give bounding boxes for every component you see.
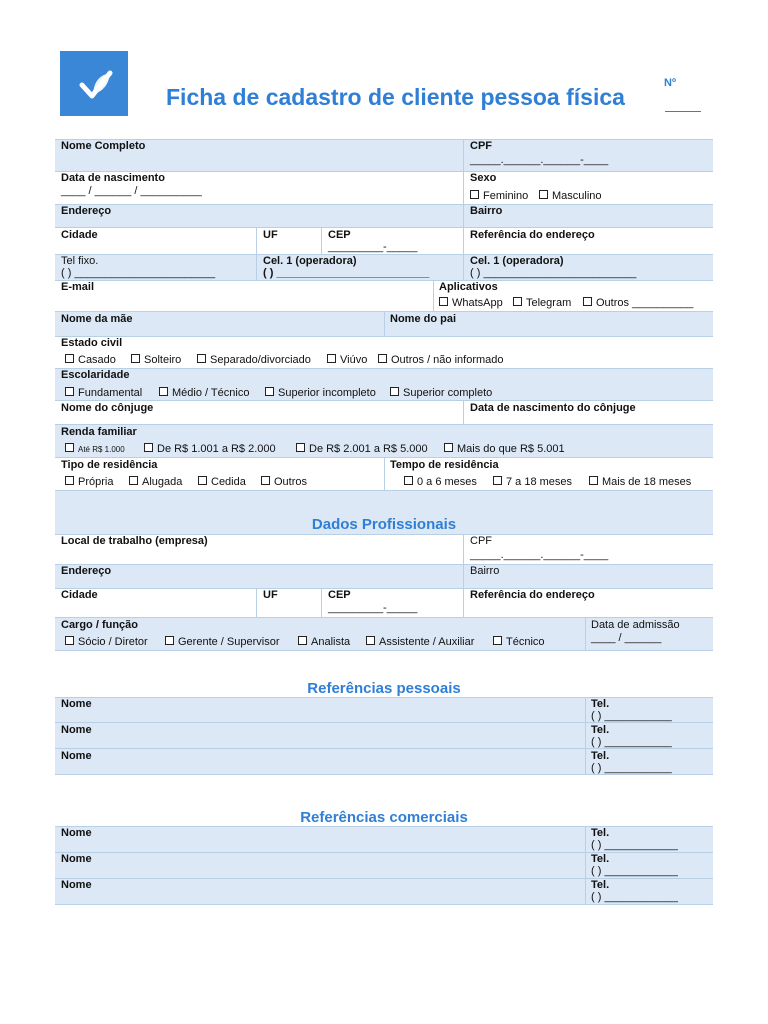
checkbox-icon [493, 476, 502, 485]
tempo-residencia-label: Tempo de residência [390, 459, 499, 471]
row-bg [55, 564, 713, 588]
cel1-field[interactable]: Cel. 1 (operadora) [263, 255, 357, 267]
ref-comercial-tel-blank: ( ) ____________ [591, 865, 678, 877]
sexo-feminino-checkbox[interactable]: Feminino [470, 190, 528, 202]
page-title: Ficha de cadastro de cliente pessoa física [166, 84, 625, 110]
prof-cpf-blank: _____.______.______-____ [470, 549, 609, 561]
aplicativos-label: Aplicativos [439, 281, 498, 293]
tempo-7-18-checkbox[interactable]: 7 a 18 meses [493, 476, 572, 488]
checkbox-icon [404, 476, 413, 485]
tempo-0-6-checkbox[interactable]: 0 a 6 meses [404, 476, 477, 488]
checkbox-icon [144, 443, 153, 452]
renda-1001-2000-checkbox[interactable]: De R$ 1.001 a R$ 2.000 [144, 443, 276, 455]
ref-comercial-tel-blank: ( ) ____________ [591, 891, 678, 903]
cargo-gerente-checkbox[interactable]: Gerente / Supervisor [165, 636, 280, 648]
number-label: Nº [664, 77, 676, 89]
checkbox-icon [197, 354, 206, 363]
ref-pessoal-nome-field[interactable]: Nome [61, 698, 92, 710]
checkbox-icon [470, 190, 479, 199]
ref-pessoal-tel-field[interactable]: Tel. [591, 724, 610, 736]
sexo-masculino-checkbox[interactable]: Masculino [539, 190, 602, 202]
cpf-blank: _____.______.______-____ [470, 154, 609, 166]
cargo-tecnico-checkbox[interactable]: Técnico [493, 636, 545, 648]
residencia-propria-checkbox[interactable]: Própria [65, 476, 113, 488]
data-nascimento-conjuge-field[interactable]: Data de nascimento do cônjuge [470, 402, 636, 414]
estado-civil-viuvo-checkbox[interactable]: Viúvo [327, 354, 367, 366]
ref-pessoal-tel-blank: ( ) ___________ [591, 762, 672, 774]
cel1-blank: ( ) _________________________ [263, 267, 430, 279]
ref-comercial-nome-field[interactable]: Nome [61, 853, 92, 865]
uf-field[interactable]: UF [263, 229, 278, 241]
tempo-mais-18-checkbox[interactable]: Mais de 18 meses [589, 476, 691, 488]
app-whatsapp-checkbox[interactable]: WhatsApp [439, 297, 503, 309]
cpf-field[interactable]: CPF [470, 140, 492, 152]
checkbox-icon [296, 443, 305, 452]
checkbox-icon [65, 476, 74, 485]
ref-comercial-tel-field[interactable]: Tel. [591, 827, 610, 839]
checkbox-icon [390, 387, 399, 396]
escolaridade-fundamental-checkbox[interactable]: Fundamental [65, 387, 142, 399]
cel2-blank: ( ) _________________________ [470, 267, 637, 279]
section-title-ref-comerciais: Referências comerciais [300, 809, 468, 826]
renda-2001-5000-checkbox[interactable]: De R$ 2.001 a R$ 5.000 [296, 443, 428, 455]
nome-conjuge-field[interactable]: Nome do cônjuge [61, 402, 154, 414]
cidade-field[interactable]: Cidade [61, 229, 98, 241]
cep-blank: _________-_____ [328, 241, 418, 253]
checkbox-icon [65, 636, 74, 645]
nome-mae-field[interactable]: Nome da mãe [61, 313, 133, 325]
escolaridade-sup-incompleto-checkbox[interactable]: Superior incompleto [265, 387, 376, 399]
prof-cep-field[interactable]: CEP [328, 589, 351, 601]
referencia-endereco-field[interactable]: Referência do endereço [470, 229, 595, 241]
checkbox-icon [198, 476, 207, 485]
cargo-socio-checkbox[interactable]: Sócio / Diretor [65, 636, 148, 648]
checkbox-icon [589, 476, 598, 485]
section-title-ref-pessoais: Referências pessoais [307, 680, 461, 697]
local-trabalho-field[interactable]: Local de trabalho (empresa) [61, 535, 208, 547]
nome-completo-field[interactable]: Nome Completo [61, 140, 146, 152]
checkbox-icon [366, 636, 375, 645]
renda-ate-1000-checkbox[interactable]: Até R$ 1.000 [65, 443, 125, 455]
app-telegram-checkbox[interactable]: Telegram [513, 297, 571, 309]
ref-comercial-nome-field[interactable]: Nome [61, 879, 92, 891]
row-bg [55, 204, 713, 227]
escolaridade-medio-checkbox[interactable]: Médio / Técnico [159, 387, 249, 399]
checkbox-icon [129, 476, 138, 485]
cep-field[interactable]: CEP [328, 229, 351, 241]
checkbox-icon [327, 354, 336, 363]
cargo-label: Cargo / função [61, 619, 139, 631]
checkbox-icon [131, 354, 140, 363]
data-nascimento-field[interactable]: Data de nascimento [61, 172, 165, 184]
checkbox-icon [165, 636, 174, 645]
checkbox-icon [65, 443, 74, 452]
tel-fixo-field[interactable]: Tel fixo. [61, 255, 99, 267]
escolaridade-sup-completo-checkbox[interactable]: Superior completo [390, 387, 492, 399]
cel2-field[interactable]: Cel. 1 (operadora) [470, 255, 564, 267]
checkbox-icon [65, 387, 74, 396]
checkbox-icon [261, 476, 270, 485]
estado-civil-casado-checkbox[interactable]: Casado [65, 354, 116, 366]
prof-uf-field[interactable]: UF [263, 589, 278, 601]
row-bg [55, 368, 713, 400]
estado-civil-outros-checkbox[interactable]: Outros / não informado [378, 354, 504, 366]
residencia-outros-checkbox[interactable]: Outros [261, 476, 307, 488]
prof-endereco-field[interactable]: Endereço [61, 565, 112, 577]
prof-cep-blank: _________-_____ [328, 602, 418, 614]
escolaridade-label: Escolaridade [61, 369, 130, 381]
sexo-label: Sexo [470, 172, 497, 184]
app-outros-checkbox[interactable]: Outros __________ [583, 297, 693, 309]
checkbox-icon [493, 636, 502, 645]
renda-familiar-label: Renda familiar [61, 426, 137, 438]
ref-pessoal-tel-blank: ( ) ___________ [591, 736, 672, 748]
prof-cidade-field[interactable]: Cidade [61, 589, 98, 601]
residencia-alugada-checkbox[interactable]: Alugada [129, 476, 182, 488]
cargo-assistente-checkbox[interactable]: Assistente / Auxiliar [366, 636, 474, 648]
ref-pessoal-tel-field[interactable]: Tel. [591, 698, 610, 710]
checkbox-icon [65, 354, 74, 363]
cargo-analista-checkbox[interactable]: Analista [298, 636, 350, 648]
bairro-field[interactable]: Bairro [470, 205, 503, 217]
nome-pai-field[interactable]: Nome do pai [390, 313, 457, 325]
checkbox-icon [583, 297, 592, 306]
number-field[interactable] [665, 111, 701, 112]
estado-civil-separado-checkbox[interactable]: Separado/divorciado [197, 354, 311, 366]
ref-pessoal-nome-field[interactable]: Nome [61, 750, 92, 762]
prof-cpf-field[interactable]: CPF [470, 535, 492, 547]
ref-pessoal-nome-field[interactable]: Nome [61, 724, 92, 736]
data-admissao-blank: ____ / ______ [591, 632, 662, 644]
tipo-residencia-label: Tipo de residência [61, 459, 158, 471]
ref-comercial-tel-field[interactable]: Tel. [591, 853, 610, 865]
ref-comercial-nome-field[interactable]: Nome [61, 827, 92, 839]
email-field[interactable]: E-mail [61, 281, 95, 293]
data-admissao-field[interactable]: Data de admissão [591, 619, 680, 631]
checkbox-icon [539, 190, 548, 199]
renda-mais-5001-checkbox[interactable]: Mais do que R$ 5.001 [444, 443, 565, 455]
estado-civil-label: Estado civil [61, 337, 123, 349]
section-title-profissionais: Dados Profissionais [311, 516, 457, 533]
estado-civil-solteiro-checkbox[interactable]: Solteiro [131, 354, 181, 366]
ref-comercial-tel-blank: ( ) ____________ [591, 839, 678, 851]
ref-comercial-tel-field[interactable]: Tel. [591, 879, 610, 891]
prof-bairro-field[interactable]: Bairro [470, 565, 500, 577]
checkbox-icon [444, 443, 453, 452]
endereco-field[interactable]: Endereço [61, 205, 112, 217]
ref-pessoal-tel-field[interactable]: Tel. [591, 750, 610, 762]
data-nascimento-blank: ____ / ______ / __________ [61, 185, 202, 197]
row-bg [55, 139, 713, 171]
checkbox-icon [378, 354, 387, 363]
residencia-cedida-checkbox[interactable]: Cedida [198, 476, 246, 488]
leaf-check-icon [60, 51, 128, 116]
tel-fixo-blank: ( ) _______________________ [61, 267, 216, 279]
checkbox-icon [159, 387, 168, 396]
checkbox-icon [513, 297, 522, 306]
prof-referencia-field[interactable]: Referência do endereço [470, 589, 595, 601]
ref-pessoal-tel-blank: ( ) ___________ [591, 710, 672, 722]
checkbox-icon [298, 636, 307, 645]
checkbox-icon [265, 387, 274, 396]
checkbox-icon [439, 297, 448, 306]
